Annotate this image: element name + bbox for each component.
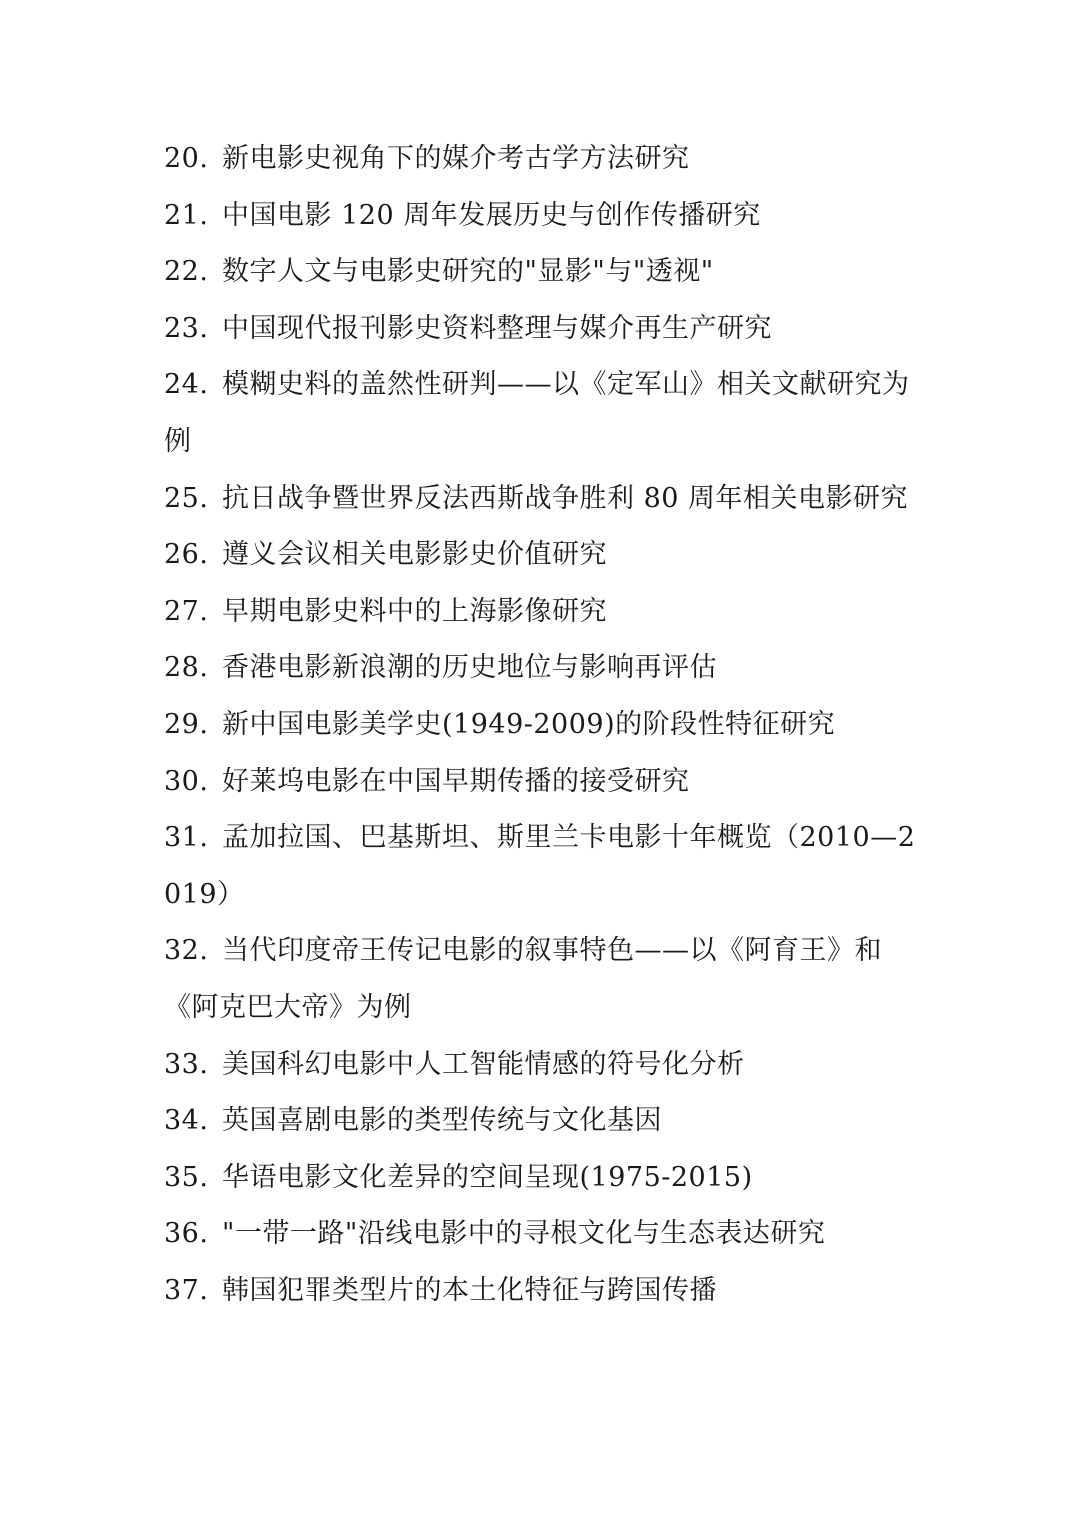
item-number: 20. xyxy=(164,143,209,174)
item-text: 数字人文与电影史研究的"显影"与"透视" xyxy=(222,256,714,288)
item-number: 27. xyxy=(164,595,209,627)
item-number: 21. xyxy=(164,199,209,231)
list-item xyxy=(164,584,924,641)
list-item xyxy=(164,1263,924,1320)
list-item xyxy=(164,357,924,470)
list-item xyxy=(164,754,924,811)
item-text: "一带一路"沿线电影中的寻根文化与生态表达研究 xyxy=(222,1218,826,1250)
item-text: 韩国犯罪类型片的本土化特征与跨国传播 xyxy=(222,1274,717,1306)
list-item xyxy=(164,301,924,358)
item-number: 29. xyxy=(164,708,209,740)
item-text: 新电影史视角下的媒介考古学方法研究 xyxy=(222,143,690,174)
list-item xyxy=(164,1206,924,1263)
list-item xyxy=(164,131,924,188)
item-number: 31. xyxy=(164,822,209,854)
list-item xyxy=(164,188,924,245)
item-number: 26. xyxy=(164,539,209,571)
item-number: 22. xyxy=(164,256,209,288)
item-text: 好莱坞电影在中国早期传播的接受研究 xyxy=(222,765,690,797)
item-text: 模糊史料的盖然性研判——以《定军山》相关文献研究为例 xyxy=(164,369,910,457)
item-number: 23. xyxy=(164,312,209,344)
item-text: 香港电影新浪潮的历史地位与影响再评估 xyxy=(222,652,717,684)
item-number: 30. xyxy=(164,765,209,797)
item-text: 华语电影文化差异的空间呈现(1975-2015) xyxy=(222,1161,753,1193)
item-number: 35. xyxy=(164,1161,209,1193)
list-item xyxy=(164,640,924,697)
item-number: 36. xyxy=(164,1218,209,1250)
item-text: 美国科幻电影中人工智能情感的符号化分析 xyxy=(222,1048,745,1080)
item-number: 28. xyxy=(164,652,209,684)
item-text: 当代印度帝王传记电影的叙事特色——以《阿育王》和《阿克巴大帝》为例 xyxy=(164,935,882,1023)
item-text: 新中国电影美学史(1949-2009)的阶段性特征研究 xyxy=(222,708,836,740)
list-item xyxy=(164,1037,924,1094)
item-text: 中国电影 120 周年发展历史与创作传播研究 xyxy=(222,199,761,231)
list-item xyxy=(164,810,924,923)
item-text: 中国现代报刊影史资料整理与媒介再生产研究 xyxy=(222,312,772,344)
item-text: 英国喜剧电影的类型传统与文化基因 xyxy=(222,1105,662,1137)
list-item xyxy=(164,471,924,528)
list-item xyxy=(164,527,924,584)
item-number: 33. xyxy=(164,1048,209,1080)
item-number: 32. xyxy=(164,935,209,967)
research-topic-list xyxy=(164,131,924,1319)
item-number: 34. xyxy=(164,1105,209,1137)
item-text: 抗日战争暨世界反法西斯战争胜利 80 周年相关电影研究 xyxy=(222,482,909,514)
list-item xyxy=(164,1093,924,1150)
list-item xyxy=(164,697,924,754)
list-item xyxy=(164,1150,924,1207)
item-number: 25. xyxy=(164,482,209,514)
item-number: 24. xyxy=(164,369,209,401)
item-number: 37. xyxy=(164,1274,209,1306)
list-item xyxy=(164,923,924,1036)
item-text: 孟加拉国、巴基斯坦、斯里兰卡电影十年概览（2010—2019） xyxy=(164,822,916,910)
list-item xyxy=(164,244,924,301)
item-text: 早期电影史料中的上海影像研究 xyxy=(222,595,607,627)
item-text: 遵义会议相关电影影史价值研究 xyxy=(222,539,607,571)
